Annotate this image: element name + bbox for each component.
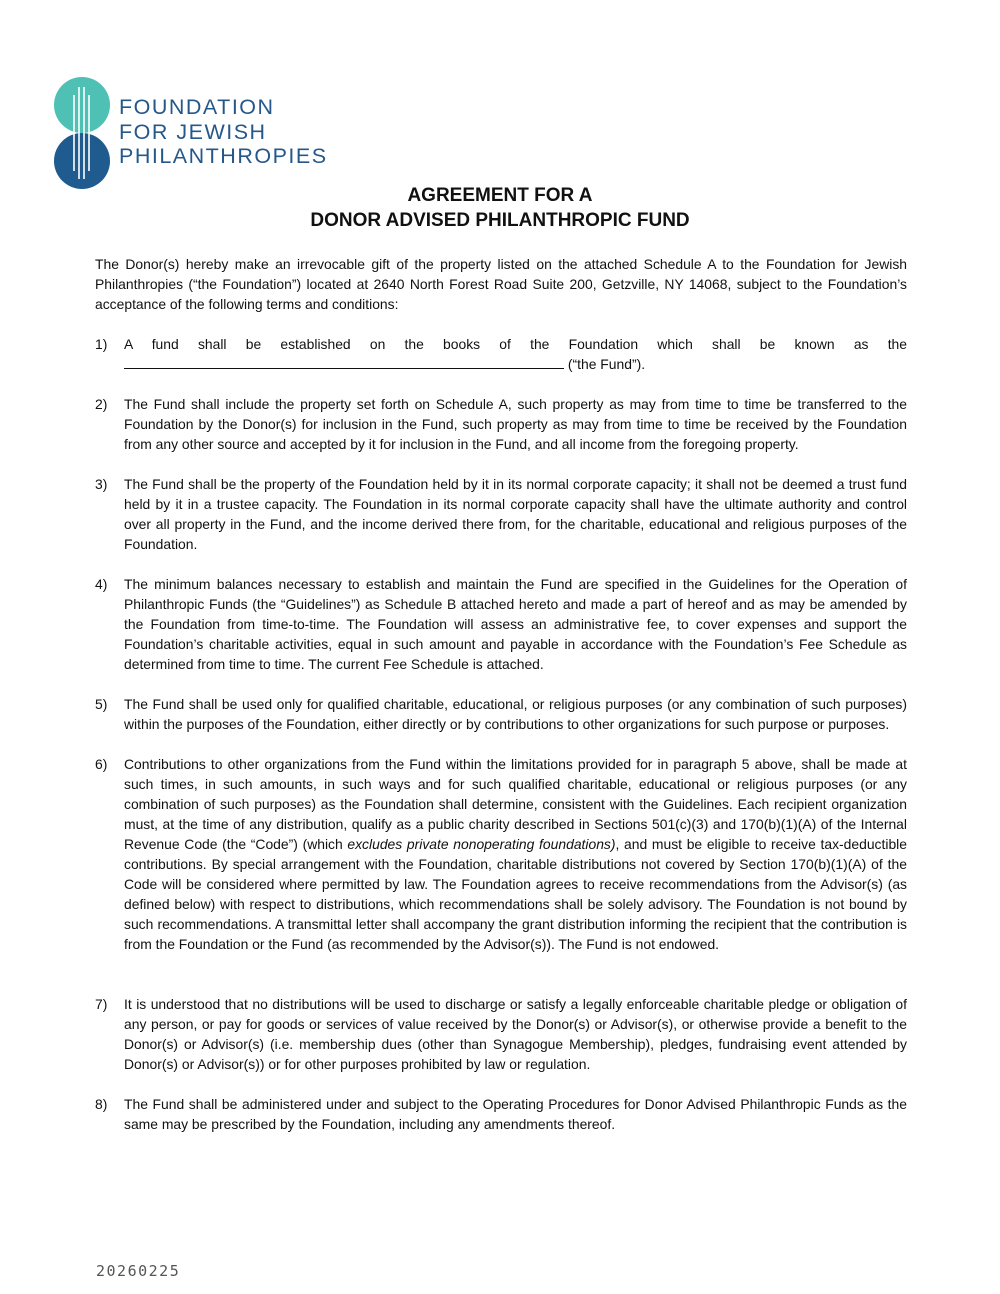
clause-number: 6): [95, 756, 108, 772]
clause-text-part: , and must be eligible to receive tax-deductible contributions. By special arrangement with the Foundation, charitable distributions not covered by Section 170(b)(1)(A) of the Code will be considered where permitted by law. The Foundation agrees to receive recommendations from the Advisor(s) (as defined below) with respect to distributions, which recommendations shall be solely advisory. The Foundation is not bound by such recommendations. A transmittal letter shall accompany the grant distribution informing the recipient that the contribution is from the Foundation or the Fund (as recommended by the Advisor(s)). The Fund is not endowed.: [124, 836, 907, 952]
clause-number: 8): [95, 1096, 108, 1112]
agreement-body: [95, 254, 907, 1134]
clause-7: [95, 994, 907, 1074]
clause-number: 4): [95, 576, 108, 592]
clause-number: 5): [95, 696, 108, 712]
clause-5: [95, 694, 907, 734]
intro-paragraph: The Donor(s) hereby make an irrevocable gift of the property listed on the attached Schedule A to the Foundation for Jewish Philanthropies (“the Foundation”) located at 2640 North Forest Road Suite 200, Getzville, NY 14068, subject to the Foundation’s acceptance of the following terms and conditions:: [95, 256, 907, 312]
clause-text: The Fund shall be administered under and subject to the Operating Procedures for Donor Advised Philanthropic Funds as the same may be prescribed by the Foundation, including any amendments thereof.: [124, 1096, 907, 1132]
logo-line-2: FOR JEWISH: [119, 119, 267, 144]
clause-text: [124, 754, 907, 954]
clause-text-after: (“the Fund”).: [564, 356, 646, 372]
logo-line-3: PHILANTHROPIES: [119, 144, 328, 168]
document-code: 20260225: [96, 1262, 181, 1280]
clause-number: 2): [95, 396, 108, 412]
clause-text: It is understood that no distributions will be used to discharge or satisfy a legally enforceable charitable pledge or obligation of any person, or pay for goods or services of value received by the Donor(s) or Advisor(s), or otherwise provide a benefit to the Donor(s) or Advisor(s) (i.e. membership dues (other than Synagogue Membership), pledges, fundraising event attended by Donor(s) or Advisor(s)) or for other purposes prohibited by law or regulation.: [124, 996, 907, 1072]
clause-text: The Fund shall be the property of the Foundation held by it in its normal corporate capacity; it shall not be deemed a trust fund held by it in a trustee capacity. The Foundation in its normal corporate capacity shall have the ultimate authority and control over all property in the Fund, and the income derived there from, for the charitable, educational and religious purposes of the Foundation.: [124, 476, 907, 552]
clause-text-part: Contributions to other organizations from the Fund within the limitations provided for in paragraph 5 above, shall be made at such times, in such amounts, in such ways and for such qualified charitable, educational or religious purposes (or any combination of such purposes) as the Foundation shall determine, consistent with the Guidelines. Each recipient organization must, at the time of any distribution, qualify as a public charity described in Sections 501(c)(3) and 170(b)(1)(A) of the Internal Revenue Code (the “Code”) (which: [124, 756, 907, 852]
clause-text: The minimum balances necessary to establish and maintain the Fund are specified in the Guidelines for the Operation of Philanthropic Funds (the “Guidelines”) as Schedule B attached hereto and made a part of hereof and as may be amended by the Foundation from time-to-time. The Foundation will assess an administrative fee, to cover expenses and support the Foundation’s charitable activities, equal in such amount and payable in accordance with the Foundation’s Fee Schedule as determined from time to time. The current Fee Schedule is attached.: [124, 576, 907, 672]
foundation-logo-text: [119, 95, 328, 169]
clause-text: The Fund shall include the property set forth on Schedule A, such property as may from time to time be transferred to the Foundation by the Donor(s) for inclusion in the Fund, such property as may from time to time be received by the Foundation from any other source and accepted by it for inclusion in the Fund, and all income from the foregoing property.: [124, 396, 907, 452]
logo-line-1: FOUNDATION: [119, 95, 275, 119]
title-line-2: DONOR ADVISED PHILANTHROPIC FUND: [310, 210, 690, 231]
clause-text: A fund shall be established on the books of the Foundation which shall be known as the: [124, 336, 907, 352]
clause-3: [95, 474, 907, 554]
document-title: [0, 183, 1000, 233]
clause-number: 3): [95, 476, 108, 492]
clause-1: [95, 334, 907, 374]
clause-number: 1): [95, 336, 108, 352]
title-line-1: AGREEMENT FOR A: [407, 185, 593, 206]
clause-text-italic: excludes private nonoperating foundations): [347, 836, 616, 852]
clause-text: The Fund shall be used only for qualified charitable, educational, or religious purposes (or any combination of such purposes) within the purposes of the Foundation, either directly or by contributions to other organizations for such purpose or purposes.: [124, 696, 907, 732]
clause-8: [95, 1094, 907, 1134]
clause-6: [95, 754, 907, 954]
foundation-logo-mark: [52, 75, 112, 191]
clause-2: [95, 394, 907, 454]
clause-4: [95, 574, 907, 674]
foundation-logo: [52, 75, 352, 193]
fund-name-blank[interactable]: [124, 354, 564, 369]
clause-number: 7): [95, 996, 108, 1012]
